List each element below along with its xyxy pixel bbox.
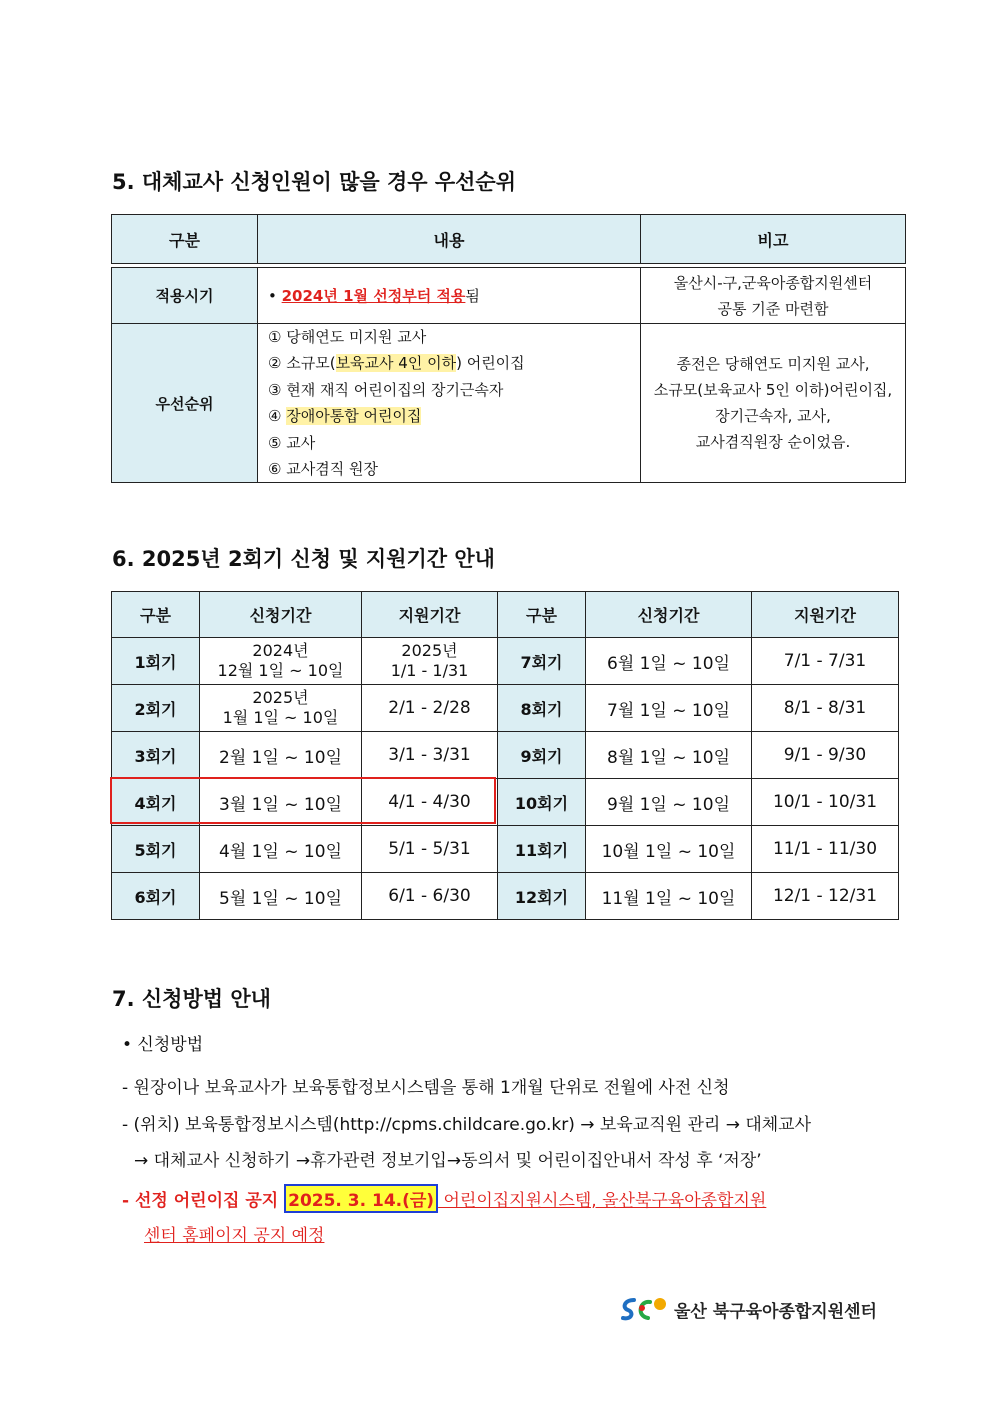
round-label: 2회기: [112, 685, 200, 732]
apply-period: 8월 1일 ~ 10일: [586, 732, 752, 779]
header-category: 구분: [112, 215, 258, 264]
round-label: 4회기: [112, 779, 200, 826]
section5-heading: 5. 대체교사 신청인원이 많을 경우 우선순위: [112, 170, 517, 194]
header-round-right: 구분: [498, 592, 586, 638]
apply-period: 9월 1일 ~ 10일: [586, 779, 752, 826]
schedule-table: [111, 591, 899, 920]
support-period: 2/1 - 2/28: [362, 685, 498, 732]
apply-period: 3월 1일 ~ 10일: [200, 779, 362, 826]
schedule-row: [112, 873, 899, 920]
apply-period: 2월 1일 ~ 10일: [200, 732, 362, 779]
support-period: 9/1 - 9/30: [752, 732, 899, 779]
section7-heading: 7. 신청방법 안내: [112, 987, 271, 1011]
round-label: 10회기: [498, 779, 586, 826]
support-period: 3/1 - 3/31: [362, 732, 498, 779]
schedule-row: [112, 826, 899, 873]
method-line-1: - 원장이나 보육교사가 보육통합정보시스템을 통해 1개월 단위로 전월에 사전 신청: [122, 1078, 730, 1098]
apply-period: 5월 1일 ~ 10일: [200, 873, 362, 920]
support-period: 5/1 - 5/31: [362, 826, 498, 873]
apply-period: 6월 1일 ~ 10일: [586, 638, 752, 685]
support-period: 4/1 - 4/30: [362, 779, 498, 826]
apply-period: 2025년 1월 1일 ~ 10일: [200, 685, 362, 732]
support-period: 12/1 - 12/31: [752, 873, 899, 920]
schedule-row: [112, 685, 899, 732]
logo-text: 울산 북구육아종합지원센터: [674, 1301, 877, 1322]
round-label: 12회기: [498, 873, 586, 920]
period-note: 울산시-구,군육아종합지원센터 공통 기준 마련함: [641, 268, 906, 324]
notice-systems: 어린이집지원시스템, 울산북구육아종합지원: [438, 1191, 767, 1211]
footer-logo: [620, 1294, 877, 1324]
priority-item: ④ 장애아통합 어린이집: [268, 407, 422, 426]
round-label: 5회기: [112, 826, 200, 873]
support-period: 8/1 - 8/31: [752, 685, 899, 732]
header-content: 내용: [258, 215, 641, 264]
section6-heading: 6. 2025년 2회기 신청 및 지원기간 안내: [112, 547, 495, 571]
apply-period: 11월 1일 ~ 10일: [586, 873, 752, 920]
schedule-row: [112, 638, 899, 685]
header-support-right: 지원기간: [752, 592, 899, 638]
priority-table: [111, 214, 906, 483]
highlight-box-round4: [110, 777, 496, 824]
row-label-priority: 우선순위: [112, 324, 258, 483]
round-label: 11회기: [498, 826, 586, 873]
priority-note: 종전은 당해연도 미지원 교사, 소규모(보육교사 5인 이하)어린이집, 장기근속자, 교사, 교사겸직원장 순이었음.: [641, 324, 906, 483]
support-period: 2025년 1/1 - 1/31: [362, 638, 498, 685]
period-content: • 2024년 1월 선정부터 적용됨: [258, 268, 641, 324]
method-line-2: - (위치) 보육통합정보시스템(http://cpms.childcare.go.kr) → 보육교직원 관리 → 대체교사: [122, 1115, 812, 1135]
priority-item: ③ 현재 재직 어린이집의 장기근속자: [268, 380, 504, 399]
period-red-text: 2024년 1월 선정부터 적용: [281, 287, 466, 305]
apply-period: 2024년 12월 1일 ~ 10일: [200, 638, 362, 685]
header-apply-right: 신청기간: [586, 592, 752, 638]
header-support-left: 지원기간: [362, 592, 498, 638]
round-label: 1회기: [112, 638, 200, 685]
round-label: 3회기: [112, 732, 200, 779]
round-label: 7회기: [498, 638, 586, 685]
support-period: 10/1 - 10/31: [752, 779, 899, 826]
priority-item: ② 소규모(보육교사 4인 이하) 어린이집: [268, 354, 525, 373]
notice-label: - 선정 어린이집 공지: [122, 1191, 285, 1211]
notice-date: 2025. 3. 14.(금): [284, 1184, 438, 1213]
priority-item: ⑤ 교사: [268, 433, 316, 452]
support-period: 11/1 - 11/30: [752, 826, 899, 873]
priority-item: ① 당해연도 미지원 교사: [268, 328, 427, 346]
apply-period: 10월 1일 ~ 10일: [586, 826, 752, 873]
row-label-period: 적용시기: [112, 268, 258, 324]
header-round-left: 구분: [112, 592, 200, 638]
support-period: 7/1 - 7/31: [752, 638, 899, 685]
schedule-row: [112, 732, 899, 779]
notice-line-2: 센터 홈페이지 공지 예정: [144, 1226, 325, 1246]
method-bullet: • 신청방법: [122, 1035, 204, 1055]
round-label: 6회기: [112, 873, 200, 920]
method-line-3: → 대체교사 신청하기 →휴가관련 정보기입→동의서 및 어린이집안내서 작성 후 ‘저장’: [134, 1151, 762, 1171]
support-period: 6/1 - 6/30: [362, 873, 498, 920]
notice-line: [122, 1184, 766, 1213]
header-remarks: 비고: [641, 215, 906, 264]
header-apply-left: 신청기간: [200, 592, 362, 638]
priority-item: ⑥ 교사겸직 원장: [268, 460, 378, 479]
round-label: 8회기: [498, 685, 586, 732]
apply-period: 4월 1일 ~ 10일: [200, 826, 362, 873]
ulsan-bukgu-logo-icon: [620, 1294, 668, 1324]
apply-period: 7월 1일 ~ 10일: [586, 685, 752, 732]
round-label: 9회기: [498, 732, 586, 779]
priority-list: [258, 324, 641, 483]
